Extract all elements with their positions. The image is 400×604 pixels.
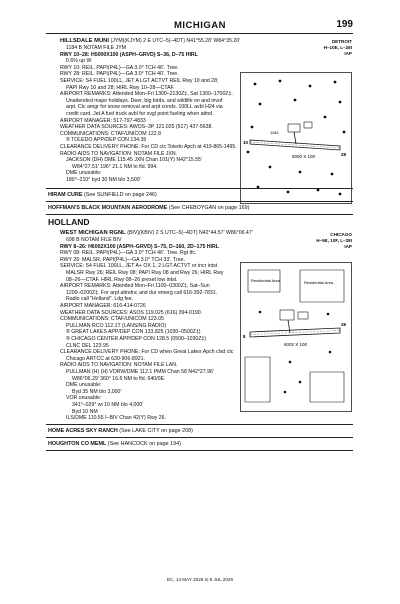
info-line: Radio call "Holland". Ldg fee. — [66, 296, 134, 303]
info-line: AIRPORT MANAGER: 517-797-4833 — [60, 117, 146, 124]
info-line: 0.6% up W — [66, 58, 92, 65]
runway-end-label: 8 — [243, 334, 246, 339]
info-line: ® TOLEDO APP/DEP CON 134.35 — [66, 137, 147, 144]
info-line: Byd 10 NM — [72, 408, 98, 415]
info-line: 08–26—CTAF. HIRL Rwy 08–26 preset low intst. — [66, 276, 178, 283]
airport-region — [316, 232, 352, 250]
entry-divider — [46, 188, 353, 189]
region-charts: H–5E, 10F, L–28I — [316, 238, 352, 243]
airport-ident: (BIV)(KBIV) 2 S UTC–5(–4DT) N42°44.57′ W86°06.47′ — [127, 230, 253, 236]
info-line: Chicago ARTCC at 630-906-8921. — [66, 355, 145, 362]
info-line: Byd 35 NM blo 3,000′ — [72, 388, 122, 395]
runway-end-label: 26 — [341, 322, 347, 327]
xref-name: HOUGHTON CO MEML — [48, 441, 107, 447]
airport-diagram-hillsdale — [240, 72, 352, 204]
xref-name: HOFFMAN'S BLACK MOUNTAIN AERODROME — [48, 205, 168, 211]
xref-see: (See HANCOCK on page 194) — [107, 441, 181, 447]
info-line: RWY 08: REIL. PAPI(P4L)—GA 3.0° TCH 46′. Tree. Rgt tfc. — [60, 250, 197, 257]
info-line: WEATHER DATA SOURCES: ASOS 119.025 (616) 394-0190. — [60, 309, 203, 316]
xref-name: HOME ACRES SKY RANCH — [48, 428, 118, 434]
entry-divider — [46, 424, 353, 425]
page-state-title: MICHIGAN — [173, 20, 227, 31]
info-line: 698 B NOTAM FILE BIV — [66, 237, 122, 243]
area-label: Residential Area — [304, 280, 334, 285]
entry-divider — [46, 437, 353, 438]
info-line: SERVICE: S4 FUEL 100LL, JET A LGT ACTVT REIL Rwy 10 and 28; — [60, 78, 219, 84]
info-line: DME unusable: — [66, 170, 102, 177]
info-line: PULLMAN RCO 112.1T (LANSING RADIO) — [66, 322, 167, 329]
cross-reference — [48, 205, 249, 211]
xref-see: (See SUNFIELD on page 246) — [83, 192, 157, 198]
header-divider — [46, 33, 353, 34]
airport-diagram-holland — [240, 262, 352, 412]
airport-region — [324, 39, 352, 57]
info-line: RWY 26: MALSR. PAPI(P4L)—GA 3.0° TCH 33′. Tree. — [60, 256, 185, 263]
airport-name: HILLSDALE MUNI — [60, 38, 109, 44]
runway-dimension-label: 5000 X 100 — [292, 154, 316, 159]
info-line: ® GREAT LAKES APP/DEP CON 133.825 (1030–0500Z‡) — [66, 329, 201, 336]
info-line: COMMUNICATIONS: CTAF/UNICOM 123.05 — [60, 316, 164, 323]
region-center: CHICAGO — [330, 232, 352, 237]
info-line: RADIO AIDS TO NAVIGATION: NOTAM FILE LAN. — [60, 362, 178, 369]
region-iap: IAP — [344, 244, 352, 249]
cross-reference — [48, 428, 193, 434]
info-line: CLEARANCE DELIVERY PHONE: For CD when Great Lakes Apch clsd ctc — [60, 349, 234, 356]
info-line: AIRPORT REMARKS: Attended Mon–Fri 1300–2130Z‡, Sat 1300–1700Z‡. — [60, 91, 233, 98]
runway-dimension-label: 6002 X 100 — [284, 342, 308, 347]
info-line: RADIO AIDS TO NAVIGATION: NOTAM FILE JXN. — [60, 150, 178, 157]
airport-title — [60, 230, 253, 237]
info-line: PAPI Rwy 10 and 28; HIRL Rwy 10–28—CTAF. — [66, 84, 175, 91]
info-line: CLEARANCE DELIVERY PHONE: For CD ctc Toledo Apch at 419-865-1495. — [60, 144, 237, 150]
runway-end-label: 10 — [243, 140, 249, 145]
info-line: W84°27.51′ 196° 21.1 NM to fld. 994. — [72, 163, 158, 170]
info-line: ILS/DME 110.55 I–BIV Chan 42(Y) Rwy 26. — [66, 415, 166, 422]
info-line: arpt. Ctc amgr for snow removal and arpt conds. 100LL avbl H24 via — [66, 104, 223, 111]
info-line: Unattended major holidays. Deer, big birds, and wildlife on and invof — [66, 97, 223, 104]
info-line: 1184 B NOTAM FILE JYM — [66, 45, 127, 51]
info-line: JACKSON (DH) DME 115.45 JXN Chan 101(Y) N42°15.55′ — [66, 157, 202, 164]
entry-divider — [46, 214, 353, 215]
runway-end-label: 28 — [341, 152, 347, 157]
info-line: PULLMAN (H) (H) VORW/DME 112.1 PMM Chan 58 N42°27.96′ — [66, 369, 214, 375]
cross-reference — [48, 192, 157, 198]
info-line: ® CHICAGO CENTER APP/DEP CON 128.5 (0500–1030Z‡) — [66, 336, 207, 342]
xref-see: (See CHEBOYGAN on page 169) — [168, 205, 250, 211]
region-charts: H–10E, L–28I — [323, 45, 352, 50]
cross-reference — [48, 441, 181, 447]
info-line: W86°06.29′ 360° 16.6 NM to fld. 640/0E. — [72, 375, 166, 382]
entry-divider — [46, 450, 353, 451]
airport-ident: (JYM)(KJYM) 2 E UTC–5(–4DT) N41°55.28′ W84°35.20′ — [110, 38, 241, 44]
airport-name: WEST MICHIGAN RGNL — [60, 230, 126, 236]
info-line: AIRPORT MANAGER: 616-414-0726 — [60, 303, 146, 309]
entry-divider — [46, 201, 353, 202]
info-line: RWY 28: REIL. PAPI(P4L)—GA 3.0° TCH 40′. Tree. — [60, 71, 179, 78]
info-line: 1200–0200Z‡. For arpt attndnc and dur emerg call 616-392-7831. — [66, 289, 218, 296]
info-line: RWY 10: REIL. PAPI(P4L)—GA 3.0° TCH 46′. Tree. — [60, 64, 179, 71]
info-line: SERVICE: S4 FUEL 100LL, JET A+ OX 1, 2 LGT ACTVT or incr intst — [60, 263, 218, 270]
info-line: MALSR Rwy 26; REIL Rwy 08; PAPI Rwy 08 and Rwy 26; HIRL Rwy — [66, 270, 224, 276]
region-center: DETROIT — [331, 39, 352, 44]
info-line: WEATHER DATA SOURCES: AWOS–3P 121.025 (517) 437-5638. — [60, 124, 213, 131]
info-line: RWY 10–28: H5000X100 (ASPH–GRVD) S–36, D–75 HIRL — [60, 51, 198, 58]
info-line: 341°–029° wi 10 NM blo 4,000′ — [72, 402, 144, 408]
effective-dates-footer: EC, 14 MAY 2026 to 9 JUL 2026 — [166, 577, 234, 582]
airport-title — [60, 38, 240, 45]
area-label: Residential Area — [251, 278, 281, 283]
xref-name: HIRAM CURE — [48, 192, 83, 198]
info-line: COMMUNICATIONS: CTAF/UNICOM 122.8 — [60, 130, 161, 137]
xref-see: (See LAKE CITY on page 208) — [119, 428, 193, 434]
info-line: 180°–210° byd 30 NM blo 3,500′ — [66, 177, 141, 183]
region-iap: IAP — [344, 51, 352, 56]
info-line: credit card. Jet A fuel truck avbl for svgl point fueling when attnd. — [66, 111, 214, 117]
city-heading: HOLLAND — [48, 217, 90, 227]
page-number: 199 — [336, 19, 353, 30]
info-line: CLNC DEL 123.95 — [66, 342, 109, 349]
info-line: VOR unusable: — [66, 395, 102, 402]
info-line: AIRPORT REMARKS: Attended Mon–Fri 1100–0300Z‡, Sat–Sun — [60, 283, 210, 290]
elevation-label: 1184 — [270, 130, 279, 135]
info-line: RWY 8–26: H6002X100 (ASPH–GRVD) S–75, D–160, 2D–175 HIRL — [60, 243, 219, 250]
info-line: DME unusable: — [66, 382, 102, 389]
